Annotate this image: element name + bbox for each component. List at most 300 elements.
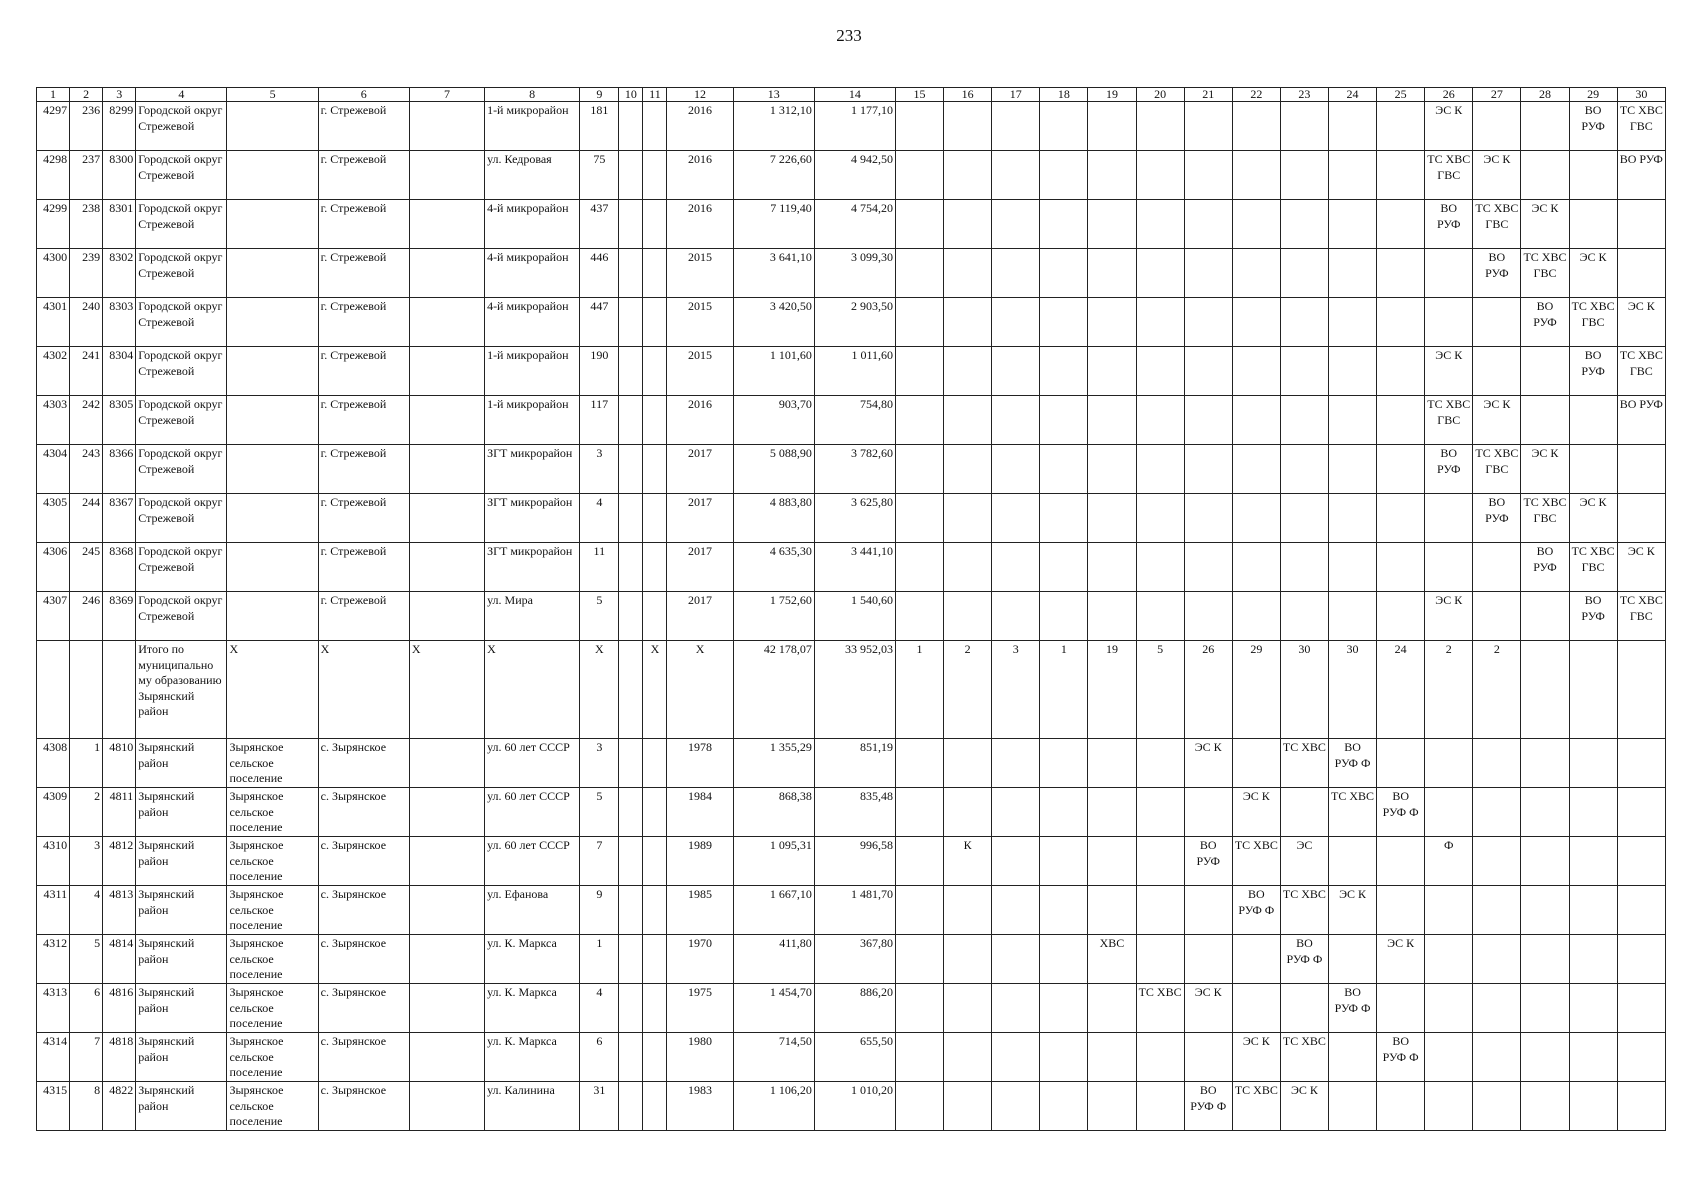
table-cell-col-5: Зырянское сельское поселение (227, 739, 318, 788)
table-cell-col-10 (619, 347, 643, 396)
table-cell-col-9: 117 (580, 396, 619, 445)
table-cell-col-11 (643, 445, 667, 494)
table-row (37, 984, 1666, 1033)
column-header-20: 20 (1136, 88, 1184, 102)
table-cell-col-9: 4 (580, 984, 619, 1033)
table-cell-col-13: 1 454,70 (733, 984, 814, 1033)
table-cell-col-17 (992, 592, 1040, 641)
table-row (37, 298, 1666, 347)
table-cell-col-27 (1473, 739, 1521, 788)
table-cell-col-29: ЭС К (1569, 249, 1617, 298)
table-cell-col-11 (643, 543, 667, 592)
table-cell-col-30 (1617, 1082, 1665, 1131)
table-cell-col-2: 245 (70, 543, 103, 592)
table-cell-col-12: 1975 (667, 984, 733, 1033)
table-cell-col-14: 835,48 (814, 788, 895, 837)
table-cell-col-11 (643, 102, 667, 151)
column-header-17: 17 (992, 88, 1040, 102)
table-cell-col-19 (1088, 102, 1136, 151)
table-cell-col-18 (1040, 249, 1088, 298)
table-cell-col-26 (1425, 935, 1473, 984)
table-cell-col-1: 4310 (37, 837, 70, 886)
table-row (37, 543, 1666, 592)
table-cell-col-12: 2016 (667, 396, 733, 445)
table-cell-col-21 (1184, 494, 1232, 543)
table-cell-col-4: Городской округ Стрежевой (136, 200, 227, 249)
table-cell-col-28 (1521, 788, 1569, 837)
table-cell-col-15 (896, 837, 944, 886)
table-cell-col-17 (992, 739, 1040, 788)
table-cell-col-12: 2017 (667, 592, 733, 641)
table-cell-col-6: с. Зырянское (318, 1082, 409, 1131)
table-cell-col-20 (1136, 1082, 1184, 1131)
table-cell-col-17 (992, 102, 1040, 151)
table-cell-col-21 (1184, 445, 1232, 494)
table-cell-col-20 (1136, 396, 1184, 445)
column-header-6: 6 (318, 88, 409, 102)
table-cell-col-1: 4312 (37, 935, 70, 984)
table-cell-col-6: г. Стрежевой (318, 298, 409, 347)
table-cell-col-10 (619, 1082, 643, 1131)
table-cell-col-24 (1328, 837, 1376, 886)
table-cell-col-12: 2017 (667, 445, 733, 494)
table-cell-col-16: 2 (944, 641, 992, 739)
table-cell-col-29 (1569, 788, 1617, 837)
table-cell-col-3: 8367 (103, 494, 136, 543)
table-cell-col-15 (896, 935, 944, 984)
table-cell-col-1: 4309 (37, 788, 70, 837)
table-cell-col-22 (1232, 200, 1280, 249)
table-cell-col-1: 4302 (37, 347, 70, 396)
table-cell-col-21: ВО РУФ Ф (1184, 1082, 1232, 1131)
table-cell-col-27 (1473, 347, 1521, 396)
table-cell-col-15 (896, 592, 944, 641)
table-cell-col-24: 30 (1328, 641, 1376, 739)
table-cell-col-25 (1377, 445, 1425, 494)
table-cell-col-15 (896, 151, 944, 200)
table-cell-col-18 (1040, 788, 1088, 837)
table-cell-col-22 (1232, 592, 1280, 641)
table-cell-col-8: 1-й микрорайон (485, 102, 580, 151)
table-cell-col-28 (1521, 102, 1569, 151)
column-header-24: 24 (1328, 88, 1376, 102)
table-cell-col-15 (896, 396, 944, 445)
table-cell-col-28 (1521, 935, 1569, 984)
table-cell-col-30: ЭС К (1617, 543, 1665, 592)
table-cell-col-10 (619, 1033, 643, 1082)
table-cell-col-24 (1328, 1033, 1376, 1082)
table-cell-col-24 (1328, 445, 1376, 494)
column-header-25: 25 (1377, 88, 1425, 102)
table-cell-col-1: 4297 (37, 102, 70, 151)
table-cell-col-2: 246 (70, 592, 103, 641)
table-cell-col-26 (1425, 494, 1473, 543)
table-cell-col-30 (1617, 200, 1665, 249)
table-cell-col-22: ЭС К (1232, 788, 1280, 837)
table-cell-col-8: 4-й микрорайон (485, 298, 580, 347)
table-cell-col-7 (409, 1082, 484, 1131)
table-cell-col-12: 1983 (667, 1082, 733, 1131)
table-cell-col-23: ТС ХВС (1280, 886, 1328, 935)
table-cell-col-21 (1184, 1033, 1232, 1082)
table-cell-col-10 (619, 445, 643, 494)
table-cell-col-17 (992, 494, 1040, 543)
table-cell-col-12: 1989 (667, 837, 733, 886)
table-cell-col-25 (1377, 249, 1425, 298)
table-cell-col-22 (1232, 543, 1280, 592)
table-cell-col-29: ВО РУФ (1569, 592, 1617, 641)
table-cell-col-20 (1136, 739, 1184, 788)
table-cell-col-22 (1232, 249, 1280, 298)
table-cell-col-5: Зырянское сельское поселение (227, 984, 318, 1033)
table-cell-col-14: 754,80 (814, 396, 895, 445)
table-cell-col-12: 1980 (667, 1033, 733, 1082)
table-cell-col-1: 4304 (37, 445, 70, 494)
table-cell-col-24 (1328, 592, 1376, 641)
table-cell-col-19 (1088, 396, 1136, 445)
table-cell-col-18 (1040, 1033, 1088, 1082)
table-cell-col-23 (1280, 543, 1328, 592)
table-cell-col-25: ЭС К (1377, 935, 1425, 984)
table-cell-col-6: с. Зырянское (318, 1033, 409, 1082)
table-cell-col-18 (1040, 592, 1088, 641)
table-cell-col-24 (1328, 347, 1376, 396)
column-header-15: 15 (896, 88, 944, 102)
table-cell-col-17 (992, 984, 1040, 1033)
table-cell-col-20 (1136, 788, 1184, 837)
table-cell-col-4: Зырянский район (136, 837, 227, 886)
table-row (37, 935, 1666, 984)
table-cell-col-3: 4811 (103, 788, 136, 837)
table-cell-col-10 (619, 102, 643, 151)
table-cell-col-23 (1280, 396, 1328, 445)
table-row (37, 494, 1666, 543)
table-cell-col-10 (619, 886, 643, 935)
table-cell-col-1: 4315 (37, 1082, 70, 1131)
table-cell-col-27 (1473, 984, 1521, 1033)
table-cell-col-2: 7 (70, 1033, 103, 1082)
table-cell-col-15 (896, 249, 944, 298)
table-cell-col-24 (1328, 298, 1376, 347)
table-cell-col-25 (1377, 494, 1425, 543)
table-cell-col-14: 3 441,10 (814, 543, 895, 592)
table-cell-col-18 (1040, 200, 1088, 249)
table-cell-col-11 (643, 886, 667, 935)
table-row (37, 200, 1666, 249)
table-cell-col-14: 886,20 (814, 984, 895, 1033)
table-cell-col-14: 3 625,80 (814, 494, 895, 543)
table-cell-col-7 (409, 592, 484, 641)
table-cell-col-2: 3 (70, 837, 103, 886)
table-cell-col-19 (1088, 347, 1136, 396)
table-cell-col-13: 7 119,40 (733, 200, 814, 249)
table-cell-col-19 (1088, 837, 1136, 886)
column-header-12: 12 (667, 88, 733, 102)
total-row (37, 641, 1666, 739)
table-cell-col-19 (1088, 739, 1136, 788)
table-cell-col-9: 7 (580, 837, 619, 886)
column-header-26: 26 (1425, 88, 1473, 102)
table-cell-col-16 (944, 935, 992, 984)
table-cell-col-4: Зырянский район (136, 1082, 227, 1131)
table-cell-col-11 (643, 200, 667, 249)
table-cell-col-19: ХВС (1088, 935, 1136, 984)
table-cell-col-3: 8369 (103, 592, 136, 641)
table-cell-col-30 (1617, 935, 1665, 984)
table-cell-col-21 (1184, 543, 1232, 592)
table-row (37, 249, 1666, 298)
table-cell-col-20: ТС ХВС (1136, 984, 1184, 1033)
table-row (37, 592, 1666, 641)
table-cell-col-23: ЭС К (1280, 1082, 1328, 1131)
table-cell-col-27: ТС ХВС ГВС (1473, 445, 1521, 494)
table-cell-col-3: 8299 (103, 102, 136, 151)
table-cell-col-5: Зырянское сельское поселение (227, 1033, 318, 1082)
table-cell-col-15 (896, 200, 944, 249)
table-cell-col-1: 4301 (37, 298, 70, 347)
table-cell-col-12: 2015 (667, 347, 733, 396)
table-cell-col-27 (1473, 298, 1521, 347)
table-cell-col-10 (619, 739, 643, 788)
table-cell-col-22: ТС ХВС (1232, 837, 1280, 886)
table-cell-col-19 (1088, 494, 1136, 543)
table-cell-col-11 (643, 298, 667, 347)
table-cell-col-1: 4307 (37, 592, 70, 641)
table-cell-col-26: ТС ХВС ГВС (1425, 396, 1473, 445)
table-cell-col-10 (619, 249, 643, 298)
table-cell-col-7 (409, 984, 484, 1033)
table-cell-col-21 (1184, 151, 1232, 200)
table-cell-col-7 (409, 788, 484, 837)
table-cell-col-25 (1377, 102, 1425, 151)
table-cell-col-10 (619, 543, 643, 592)
table-cell-col-13: 1 101,60 (733, 347, 814, 396)
table-cell-col-1: 4299 (37, 200, 70, 249)
table-cell-col-25: ВО РУФ Ф (1377, 1033, 1425, 1082)
table-cell-col-6: с. Зырянское (318, 788, 409, 837)
table-cell-col-14: 1 011,60 (814, 347, 895, 396)
table-cell-col-23 (1280, 151, 1328, 200)
table-cell-col-2: 5 (70, 935, 103, 984)
table-cell-col-23 (1280, 102, 1328, 151)
table-cell-col-26: 2 (1425, 641, 1473, 739)
table-cell-col-11 (643, 935, 667, 984)
table-cell-col-17 (992, 396, 1040, 445)
table-cell-col-4: Городской округ Стрежевой (136, 102, 227, 151)
table-cell-col-11 (643, 1082, 667, 1131)
table-cell-col-1: 4313 (37, 984, 70, 1033)
table-cell-col-23 (1280, 298, 1328, 347)
table-cell-col-19 (1088, 788, 1136, 837)
table-cell-col-16 (944, 592, 992, 641)
table-cell-col-20 (1136, 200, 1184, 249)
table-cell-col-30: ТС ХВС ГВС (1617, 347, 1665, 396)
table-cell-col-22 (1232, 396, 1280, 445)
table-cell-col-11 (643, 494, 667, 543)
table-cell-col-29 (1569, 200, 1617, 249)
table-cell-col-20 (1136, 543, 1184, 592)
table-cell-col-4: Городской округ Стрежевой (136, 298, 227, 347)
table-cell-col-11 (643, 984, 667, 1033)
table-cell-col-18 (1040, 886, 1088, 935)
table-cell-col-29: ЭС К (1569, 494, 1617, 543)
column-header-10: 10 (619, 88, 643, 102)
table-cell-col-30 (1617, 886, 1665, 935)
table-cell-col-6: г. Стрежевой (318, 347, 409, 396)
table-cell-col-3: 8304 (103, 347, 136, 396)
table-cell-col-21 (1184, 592, 1232, 641)
table-cell-col-25 (1377, 984, 1425, 1033)
table-cell-col-20 (1136, 298, 1184, 347)
table-cell-col-19 (1088, 249, 1136, 298)
table-cell-col-19 (1088, 151, 1136, 200)
column-header-18: 18 (1040, 88, 1088, 102)
table-cell-col-16 (944, 347, 992, 396)
table-cell-col-16 (944, 739, 992, 788)
table-cell-col-9: Х (580, 641, 619, 739)
table-cell-col-23 (1280, 249, 1328, 298)
table-cell-col-8: 1-й микрорайон (485, 396, 580, 445)
table-cell-col-22 (1232, 347, 1280, 396)
table-cell-col-16 (944, 1082, 992, 1131)
table-cell-col-27 (1473, 102, 1521, 151)
table-cell-col-5 (227, 494, 318, 543)
table-cell-col-20 (1136, 494, 1184, 543)
table-cell-col-21 (1184, 298, 1232, 347)
table-cell-col-15 (896, 1033, 944, 1082)
table-cell-col-18 (1040, 935, 1088, 984)
table-cell-col-15 (896, 984, 944, 1033)
table-cell-col-27: 2 (1473, 641, 1521, 739)
table-cell-col-5 (227, 102, 318, 151)
table-cell-col-7 (409, 1033, 484, 1082)
table-cell-col-26 (1425, 984, 1473, 1033)
table-cell-col-17 (992, 837, 1040, 886)
table-cell-col-17 (992, 788, 1040, 837)
table-cell-col-25 (1377, 200, 1425, 249)
table-cell-col-12: 1984 (667, 788, 733, 837)
table-cell-col-8: ул. К. Маркса (485, 984, 580, 1033)
table-cell-col-16 (944, 396, 992, 445)
table-cell-col-19 (1088, 984, 1136, 1033)
table-cell-col-8: ул. К. Маркса (485, 1033, 580, 1082)
column-header-1: 1 (37, 88, 70, 102)
table-cell-col-5: Зырянское сельское поселение (227, 886, 318, 935)
table-cell-col-12: 1978 (667, 739, 733, 788)
table-cell-col-24 (1328, 1082, 1376, 1131)
table-cell-col-13: 1 312,10 (733, 102, 814, 151)
table-cell-col-5 (227, 396, 318, 445)
table-cell-col-18 (1040, 984, 1088, 1033)
table-cell-col-3 (103, 641, 136, 739)
table-cell-col-24 (1328, 151, 1376, 200)
table-cell-col-25 (1377, 298, 1425, 347)
table-cell-col-12: 2015 (667, 249, 733, 298)
table-cell-col-8: ЗГТ микрорайон (485, 494, 580, 543)
table-cell-col-26: ВО РУФ (1425, 445, 1473, 494)
table-cell-col-8: ЗГТ микрорайон (485, 543, 580, 592)
table-cell-col-20 (1136, 249, 1184, 298)
table-cell-col-19 (1088, 445, 1136, 494)
table-cell-col-14: 1 177,10 (814, 102, 895, 151)
table-cell-col-15 (896, 298, 944, 347)
table-cell-col-18 (1040, 543, 1088, 592)
table-cell-col-25: 24 (1377, 641, 1425, 739)
table-cell-col-13: 1 355,29 (733, 739, 814, 788)
table-cell-col-24 (1328, 102, 1376, 151)
table-cell-col-3: 8302 (103, 249, 136, 298)
table-cell-col-1: 4308 (37, 739, 70, 788)
table-cell-col-13: 4 883,80 (733, 494, 814, 543)
table-row (37, 739, 1666, 788)
table-cell-col-15 (896, 347, 944, 396)
column-header-7: 7 (409, 88, 484, 102)
column-header-21: 21 (1184, 88, 1232, 102)
table-cell-col-6: с. Зырянское (318, 837, 409, 886)
table-cell-col-3: 8366 (103, 445, 136, 494)
table-cell-col-29 (1569, 1082, 1617, 1131)
table-cell-col-21 (1184, 788, 1232, 837)
table-cell-col-7 (409, 445, 484, 494)
table-cell-col-9: 4 (580, 494, 619, 543)
table-cell-col-11 (643, 837, 667, 886)
table-cell-col-17 (992, 1082, 1040, 1131)
table-cell-col-7: Х (409, 641, 484, 739)
table-cell-col-26: ЭС К (1425, 347, 1473, 396)
table-cell-col-8: Х (485, 641, 580, 739)
table-cell-col-28 (1521, 984, 1569, 1033)
table-cell-col-29 (1569, 151, 1617, 200)
table-cell-col-26 (1425, 886, 1473, 935)
table-cell-col-9: 5 (580, 788, 619, 837)
table-cell-col-26 (1425, 788, 1473, 837)
table-cell-col-9: 5 (580, 592, 619, 641)
table-cell-col-6: Х (318, 641, 409, 739)
table-cell-col-15: 1 (896, 641, 944, 739)
table-cell-col-10 (619, 935, 643, 984)
table-cell-col-23 (1280, 592, 1328, 641)
table-cell-col-16 (944, 788, 992, 837)
table-cell-col-8: ЗГТ микрорайон (485, 445, 580, 494)
table-cell-col-26: ТС ХВС ГВС (1425, 151, 1473, 200)
column-header-3: 3 (103, 88, 136, 102)
column-header-27: 27 (1473, 88, 1521, 102)
table-cell-col-16 (944, 886, 992, 935)
table-cell-col-15 (896, 1082, 944, 1131)
table-cell-col-10 (619, 837, 643, 886)
table-cell-col-27: ТС ХВС ГВС (1473, 200, 1521, 249)
table-cell-col-13: 4 635,30 (733, 543, 814, 592)
table-cell-col-7 (409, 886, 484, 935)
table-cell-col-12: 2017 (667, 543, 733, 592)
table-cell-col-5: Зырянское сельское поселение (227, 837, 318, 886)
table-cell-col-14: 1 540,60 (814, 592, 895, 641)
table-cell-col-7 (409, 396, 484, 445)
table-cell-col-7 (409, 347, 484, 396)
table-cell-col-16 (944, 543, 992, 592)
table-cell-col-6: г. Стрежевой (318, 445, 409, 494)
table-cell-col-28 (1521, 151, 1569, 200)
table-cell-col-21 (1184, 396, 1232, 445)
table-cell-col-8: ул. 60 лет СССР (485, 739, 580, 788)
column-header-13: 13 (733, 88, 814, 102)
table-cell-col-4: Городской округ Стрежевой (136, 249, 227, 298)
table-cell-col-7 (409, 200, 484, 249)
table-cell-col-18 (1040, 396, 1088, 445)
table-cell-col-28: ВО РУФ (1521, 298, 1569, 347)
column-header-11: 11 (643, 88, 667, 102)
table-cell-col-28 (1521, 739, 1569, 788)
